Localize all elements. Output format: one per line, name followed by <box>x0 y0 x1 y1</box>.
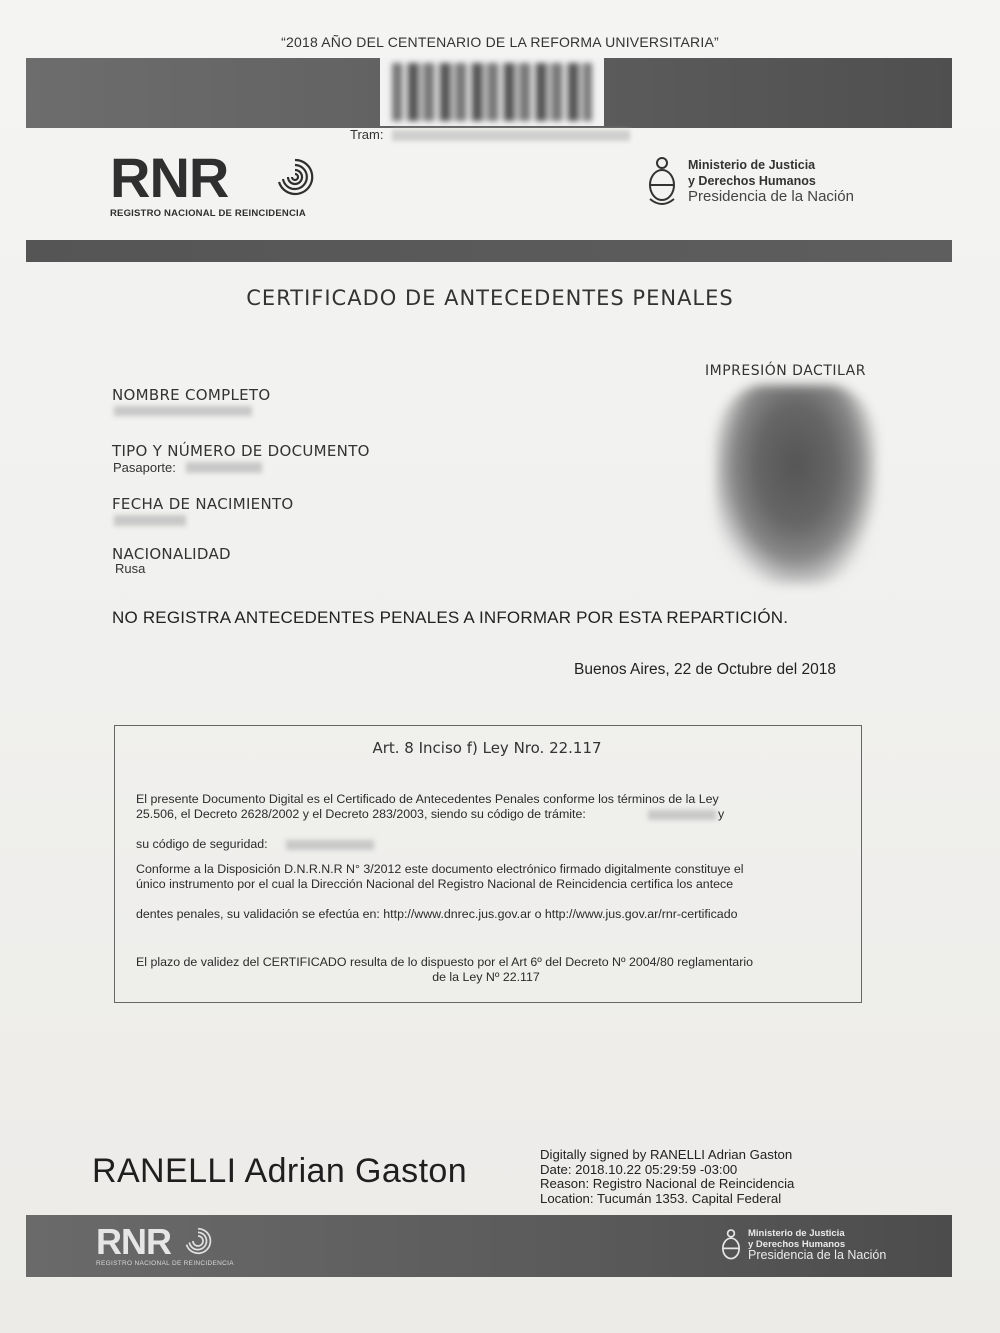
legal-p5-line2: de la Ley Nº 22.117 <box>432 970 540 984</box>
argentina-shield-icon <box>646 155 678 211</box>
redacted-nombre <box>114 406 252 416</box>
signature-line-2: Date: 2018.10.22 05:29:59 -03:00 <box>540 1161 738 1177</box>
footer-ministry-line-3: Presidencia de la Nación <box>748 1248 887 1262</box>
nacionalidad-value: Rusa <box>115 561 146 576</box>
footer-rnr-subtitle: REGISTRO NACIONAL DE REINCIDENCIA <box>96 1260 234 1267</box>
nacimiento-label: FECHA DE NACIMIENTO <box>112 495 294 513</box>
nombre-label: NOMBRE COMPLETO <box>112 386 271 404</box>
legal-p1-line2-end: y <box>718 807 725 821</box>
redacted-tram-number <box>392 130 630 141</box>
footer-argentina-shield-icon <box>720 1228 742 1266</box>
digital-signature-block <box>540 1148 794 1206</box>
ministry-line-2: y Derechos Humanos <box>688 174 816 188</box>
rnr-logo <box>110 146 320 220</box>
nacionalidad-label: NACIONALIDAD <box>112 545 231 563</box>
redacted-codigo-tramite <box>648 810 716 820</box>
signature-line-1: Digitally signed by RANELLI Adrian Gaston <box>540 1147 793 1162</box>
signature-line-3: Reason: Registro Nacional de Reincidencia <box>540 1176 795 1191</box>
legal-p3-line1: Conforme a la Disposición D.N.R.N.R N° 3/2012 este documento electrónico firmado digitalmente constituye el <box>136 862 744 876</box>
documento-tipo: Pasaporte: <box>113 460 176 475</box>
ministry-logo-text <box>688 157 854 205</box>
legal-p1-line2: 25.506, el Decreto 2628/2002 y el Decreto 283/2003, siendo su código de trámite: <box>136 807 586 821</box>
legal-heading: Art. 8 Inciso f) Ley Nro. 22.117 <box>372 739 602 757</box>
footer-ministry-line-2: y Derechos Humanos <box>748 1239 846 1250</box>
redacted-nacimiento <box>114 515 186 526</box>
legal-p5-line1: El plazo de validez del CERTIFICADO resulta de lo dispuesto por el Art 6º del Decreto Nº 2004/80 reglamentario <box>136 955 753 969</box>
certificate-statement: NO REGISTRA ANTECEDENTES PENALES A INFORMAR POR ESTA REPARTICIÓN. <box>112 608 789 627</box>
legal-p3-line2: único instrumento por el cual la Dirección Nacional del Registro Nacional de Reincidencia certifica los antece <box>136 877 734 891</box>
redacted-fingerprint-image <box>715 385 877 585</box>
signature-line-4: Location: Tucumán 1353. Capital Federal <box>540 1190 782 1206</box>
footer-fingerprint-icon <box>180 1223 216 1259</box>
place-date: Buenos Aires, 22 de Octubre del 2018 <box>574 661 836 678</box>
legal-p4: dentes penales, su validación se efectúa en: http://www.dnrec.jus.gov.ar o http://www.jus.gov.ar/rnr-certificado <box>136 907 738 921</box>
footer-rnr-logo-text: RNR <box>96 1221 171 1262</box>
documento-label: TIPO Y NÚMERO DE DOCUMENTO <box>112 442 370 460</box>
divider-bar <box>26 240 952 262</box>
redacted-documento-numero <box>186 462 262 473</box>
fingerprint-label: IMPRESIÓN DACTILAR <box>705 363 866 379</box>
signer-name: RANELLI Adrian Gaston <box>92 1152 468 1190</box>
legal-p1-line1: El presente Documento Digital es el Certificado de Antecedentes Penales conforme los términos de la Ley <box>136 792 719 806</box>
rnr-logo-text: RNR <box>110 146 229 209</box>
tram-label: Tram: <box>350 127 384 142</box>
document-title: CERTIFICADO DE ANTECEDENTES PENALES <box>246 286 734 310</box>
footer-ministry-line-1: Ministerio de Justicia <box>748 1228 845 1239</box>
motto-header: “2018 AÑO DEL CENTENARIO DE LA REFORMA UNIVERSITARIA” <box>281 34 719 50</box>
fingerprint-icon <box>270 152 320 202</box>
redacted-barcode <box>380 58 604 126</box>
ministry-line-1: Ministerio de Justicia <box>688 158 816 172</box>
redacted-codigo-seguridad <box>286 840 374 850</box>
legal-p2: su código de seguridad: <box>136 837 268 851</box>
ministry-line-3: Presidencia de la Nación <box>688 188 854 205</box>
rnr-logo-subtitle: REGISTRO NACIONAL DE REINCIDENCIA <box>110 208 306 219</box>
footer-ministry-text <box>748 1228 886 1261</box>
